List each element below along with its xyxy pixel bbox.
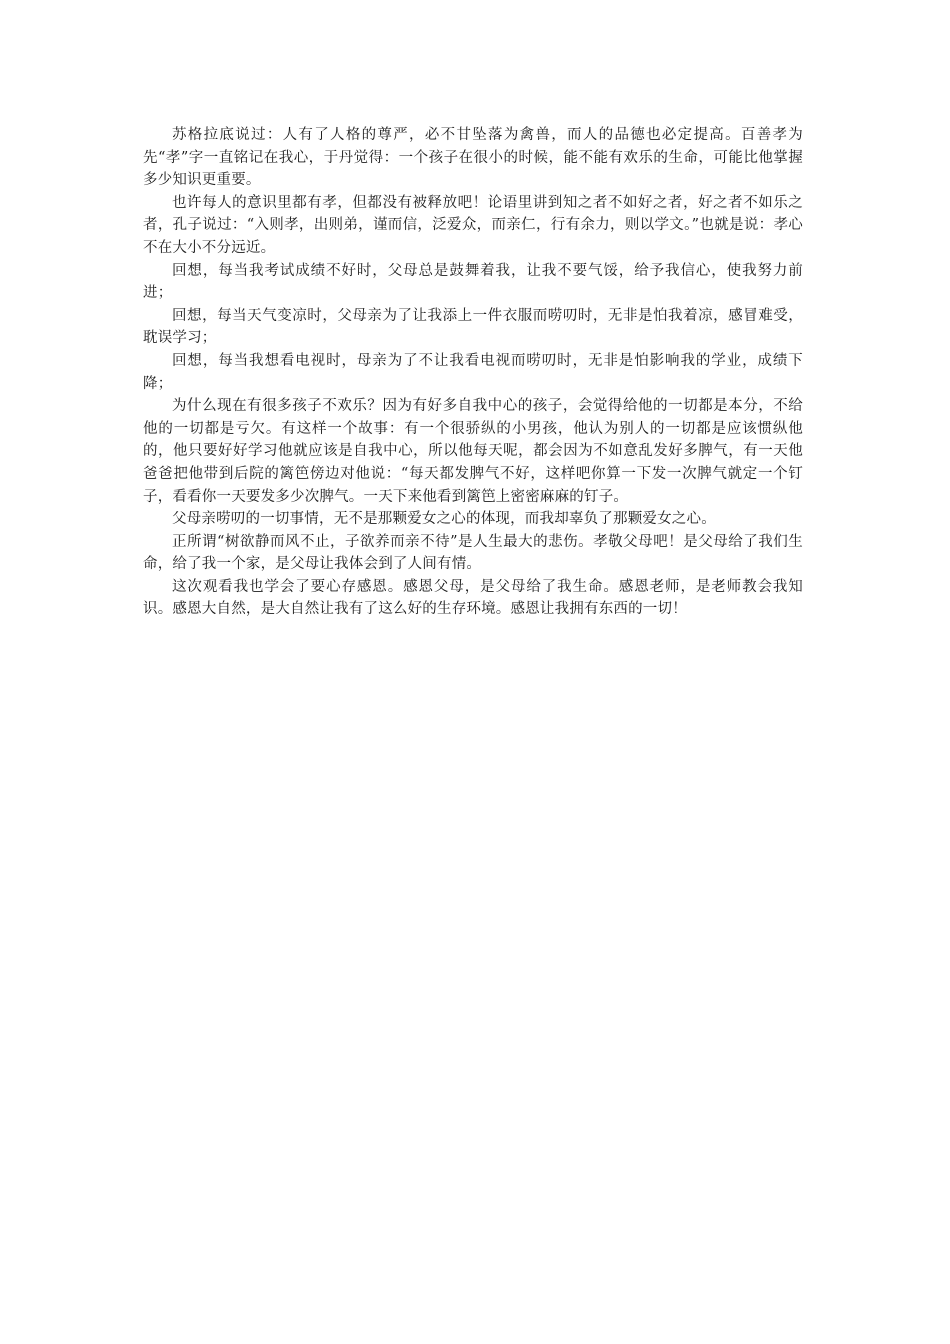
paragraph-5: 回想，每当我想看电视时，母亲为了不让我看电视而唠叨时，无非是怕影响我的学业，成绩下降； (143, 352, 803, 392)
paragraph-9: 这次观看我也学会了要心存感恩。感恩父母，是父母给了我生命。感恩老师，是老师教会我知识。感恩大自然，是大自然让我有了这么好的生存环境。感恩让我拥有东西的一切！ (143, 578, 803, 618)
paragraph-1: 苏格拉底说过：人有了人格的尊严，必不甘坠落为禽兽，而人的品德也必定提高。百善孝为先“孝”字一直铭记在我心，于丹觉得：一个孩子在很小的时候，能不能有欢乐的生命，可能比他掌握多少知识更重要。 (143, 127, 803, 189)
document-body (143, 124, 803, 621)
paragraph-3: 回想，每当我考试成绩不好时，父母总是鼓舞着我，让我不要气馁，给予我信心，使我努力前进； (143, 262, 803, 302)
paragraph-8: 正所谓“树欲静而风不止，子欲养而亲不待”是人生最大的悲伤。孝敬父母吧！是父母给了我们生命，给了我一个家，是父母让我体会到了人间有情。 (143, 533, 803, 573)
paragraph-7: 父母亲唠叨的一切事情，无不是那颗爱女之心的体现，而我却辜负了那颗爱女之心。 (172, 511, 716, 528)
paragraph-6: 为什么现在有很多孩子不欢乐？因为有好多自我中心的孩子，会觉得给他的一切都是本分，不给他的一切都是亏欠。有这样一个故事：有一个很骄纵的小男孩，他认为别人的一切都是应该惯纵他的，他只要好好学习他就应该是自我中心，所以他每天呢，都会因为不如意乱发好多脾气，有一天他爸爸把他带到后院的篱笆傍边对他说：“每天都发脾气不好，这样吧你算一下发一次脾气就定一个钉子，看看你一天要发多少次脾气。一天下来他看到篱笆上密密麻麻的钉子。 (143, 398, 803, 505)
paragraph-4: 回想，每当天气变凉时，父母亲为了让我添上一件衣服而唠叨时，无非是怕我着凉，感冒难受，耽误学习； (143, 307, 803, 347)
paragraph-2: 也许每人的意识里都有孝，但都没有被释放吧！论语里讲到知之者不如好之者，好之者不如乐之者，孔子说过：“入则孝，出则弟，谨而信，泛爱众，而亲仁，行有余力，则以学文。”也就是说：孝心不在大小不分远近。 (143, 194, 803, 256)
